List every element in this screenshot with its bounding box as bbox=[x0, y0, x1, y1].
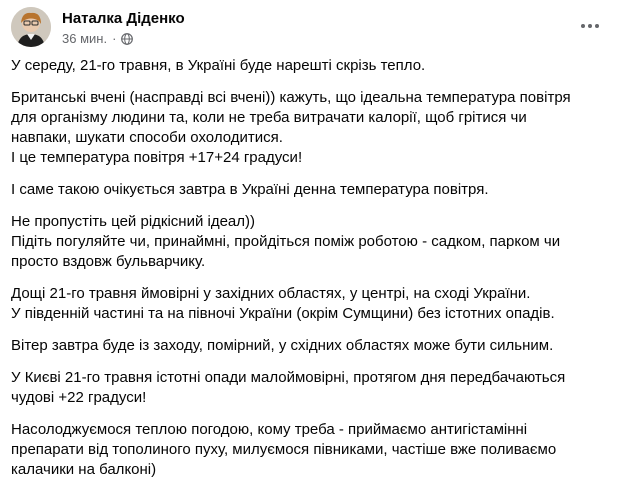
more-options-icon[interactable] bbox=[578, 14, 602, 38]
post-header bbox=[11, 6, 620, 52]
post-body bbox=[11, 56, 611, 481]
post-paragraph: І саме такою очікується завтра в Україні денна температура повітря. bbox=[11, 181, 489, 198]
avatar[interactable] bbox=[11, 7, 51, 47]
post-paragraph: Дощі 21-го травня ймовірні у західних областях, у центрі, на сході України. У південній частині та на півночі України (окрім Сумщини) без істотних опадів. bbox=[11, 285, 555, 322]
post-meta bbox=[62, 31, 133, 46]
post-paragraph: Насолоджуємося теплою погодою, кому треба - приймаємо антигістамінні препарати від тополиного пуху, милуємося півниками, частіше вже поливаємо калачики на балконі) bbox=[11, 421, 557, 478]
post-paragraph: Британські вчені (насправді всі вчені)) кажуть, що ідеальна температура повітря для організму людини та, коли не треба витрачати калорії, щоб грітися чи навпаки, шукати способи охолодитися. І це температура повітря +17+24 градуси! bbox=[11, 89, 571, 166]
post-paragraph: У середу, 21-го травня, в Україні буде нарешті скрізь тепло. bbox=[11, 57, 426, 74]
post-paragraph: Вітер завтра буде із заходу, помірний, у східних областях може бути сильним. bbox=[11, 337, 554, 354]
globe-icon[interactable] bbox=[121, 33, 133, 45]
avatar-photo bbox=[11, 7, 51, 47]
meta-separator: · bbox=[112, 31, 117, 46]
author-name[interactable]: Наталка Діденко bbox=[62, 10, 185, 27]
post-paragraph: У Києві 21-го травня істотні опади малоймовірні, протягом дня передбачаються чудові +22 градуси! bbox=[11, 369, 566, 406]
post-paragraph: Не пропустіть цей рідкісний ідеал)) Підіть погуляйте чи, принаймні, пройдіться поміж роботою - садком, парком чи просто вздовж бульварчику. bbox=[11, 213, 561, 270]
post-time[interactable]: 36 мин. bbox=[62, 31, 108, 46]
